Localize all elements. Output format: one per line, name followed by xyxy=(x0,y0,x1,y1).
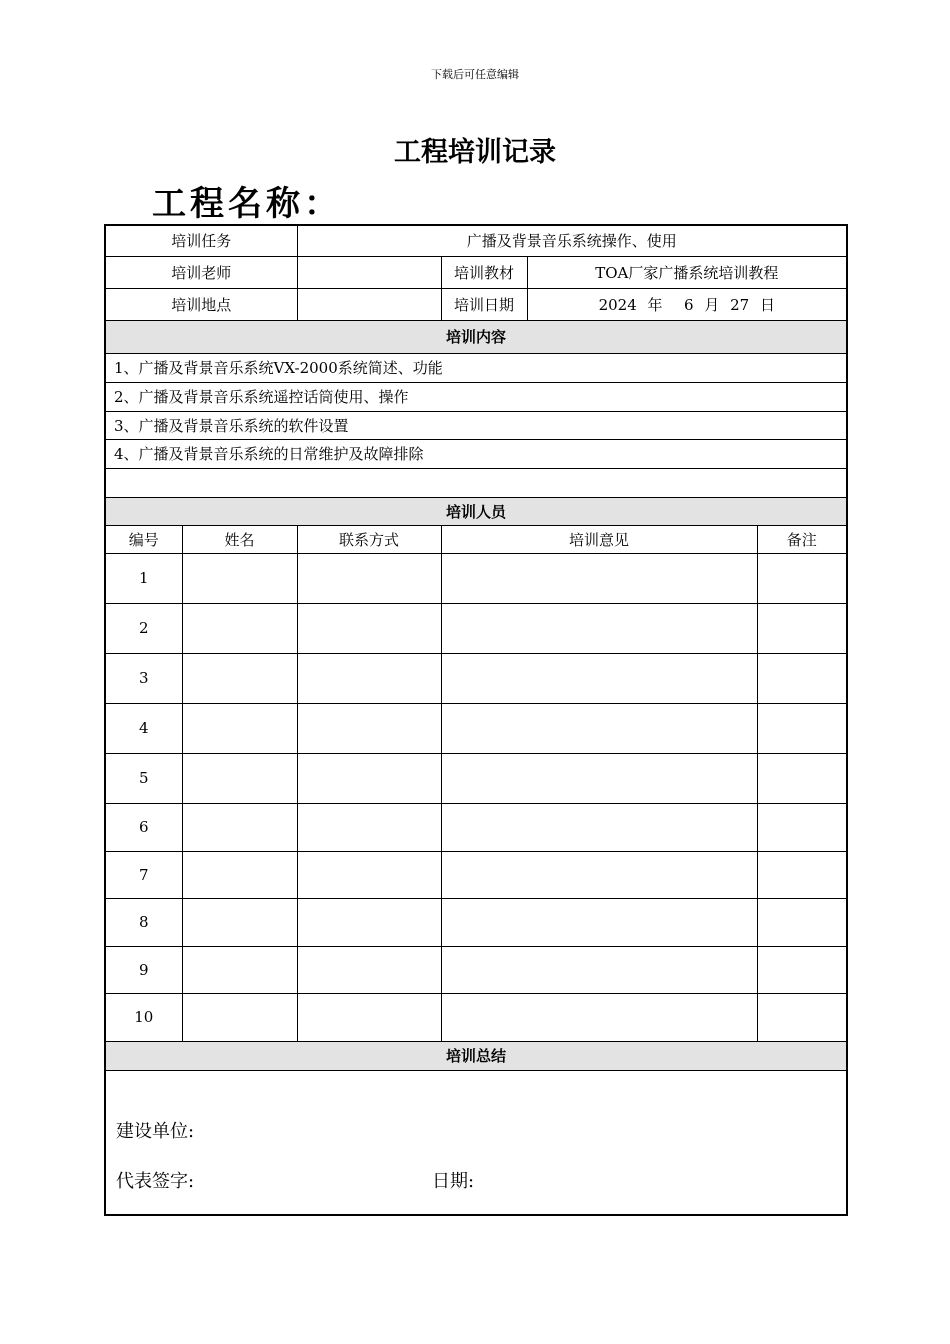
content-section-row xyxy=(105,320,847,353)
remarks-cell xyxy=(757,603,847,653)
task-value: 广播及背景音乐系统操作、使用 xyxy=(297,225,847,256)
remarks-cell xyxy=(757,946,847,993)
row-number: 2 xyxy=(105,603,182,653)
contact-cell xyxy=(297,898,441,946)
table-row xyxy=(105,603,847,653)
summary-section-row xyxy=(105,1041,847,1070)
summary-body-row xyxy=(105,1070,847,1215)
row-number: 10 xyxy=(105,993,182,1041)
content-section-title: 培训内容 xyxy=(105,320,847,353)
feedback-cell xyxy=(441,603,757,653)
contact-cell xyxy=(297,653,441,703)
row-number: 7 xyxy=(105,851,182,898)
name-cell xyxy=(182,753,297,803)
contact-cell xyxy=(297,753,441,803)
row-number: 4 xyxy=(105,703,182,753)
name-cell xyxy=(182,803,297,851)
content-item: 1、广播及背景音乐系统VX-2000系统简述、功能 xyxy=(105,353,847,382)
project-name-label: 工程名称： xyxy=(152,184,342,224)
contact-cell xyxy=(297,851,441,898)
summary-body xyxy=(105,1070,847,1215)
summary-section-title: 培训总结 xyxy=(105,1041,847,1070)
location-label: 培训地点 xyxy=(105,288,297,320)
table-row xyxy=(105,553,847,603)
column-header-number: 编号 xyxy=(105,525,182,553)
page-title: 工程培训记录 xyxy=(394,137,556,168)
remarks-cell xyxy=(757,753,847,803)
name-cell xyxy=(182,653,297,703)
column-header-feedback: 培训意见 xyxy=(441,525,757,553)
construction-unit-label: 建设单位: xyxy=(116,1120,195,1142)
personnel-section-title: 培训人员 xyxy=(105,497,847,525)
name-cell xyxy=(182,553,297,603)
material-value: TOA厂家广播系统培训教程 xyxy=(527,256,847,288)
contact-cell xyxy=(297,603,441,653)
row-number: 5 xyxy=(105,753,182,803)
training-record-table xyxy=(104,224,848,1216)
content-item: 4、广播及背景音乐系统的日常维护及故障排除 xyxy=(105,439,847,468)
row-number: 8 xyxy=(105,898,182,946)
teacher-row xyxy=(105,256,847,288)
table-row xyxy=(105,946,847,993)
task-row xyxy=(105,225,847,256)
name-cell xyxy=(182,993,297,1041)
name-cell xyxy=(182,946,297,993)
remarks-cell xyxy=(757,553,847,603)
feedback-cell xyxy=(441,851,757,898)
remarks-cell xyxy=(757,653,847,703)
personnel-header-row xyxy=(105,525,847,553)
feedback-cell xyxy=(441,703,757,753)
row-number: 6 xyxy=(105,803,182,851)
column-header-name: 姓名 xyxy=(182,525,297,553)
table-row xyxy=(105,703,847,753)
name-cell xyxy=(182,898,297,946)
table-row xyxy=(105,851,847,898)
remarks-cell xyxy=(757,703,847,753)
location-row xyxy=(105,288,847,320)
column-header-contact: 联系方式 xyxy=(297,525,441,553)
location-value xyxy=(297,288,441,320)
row-number: 1 xyxy=(105,553,182,603)
feedback-cell xyxy=(441,946,757,993)
feedback-cell xyxy=(441,993,757,1041)
table-row xyxy=(105,993,847,1041)
table-row xyxy=(105,898,847,946)
material-label: 培训教材 xyxy=(441,256,527,288)
table-row xyxy=(105,753,847,803)
name-cell xyxy=(182,851,297,898)
content-item: 2、广播及背景音乐系统遥控话筒使用、操作 xyxy=(105,382,847,411)
teacher-value xyxy=(297,256,441,288)
representative-signature-label: 代表签字: xyxy=(116,1170,195,1192)
feedback-cell xyxy=(441,753,757,803)
remarks-cell xyxy=(757,803,847,851)
content-item: 3、广播及背景音乐系统的软件设置 xyxy=(105,411,847,439)
feedback-cell xyxy=(441,803,757,851)
row-number: 3 xyxy=(105,653,182,703)
task-label: 培训任务 xyxy=(105,225,297,256)
personnel-section-row xyxy=(105,497,847,525)
remarks-cell xyxy=(757,851,847,898)
date-value: 2024 年 6 月 27 日 xyxy=(527,288,847,320)
content-item-row xyxy=(105,411,847,439)
page-header-note: 下载后可任意编辑 xyxy=(431,68,519,81)
table-row xyxy=(105,803,847,851)
contact-cell xyxy=(297,946,441,993)
name-cell xyxy=(182,603,297,653)
name-cell xyxy=(182,703,297,753)
content-item-row xyxy=(105,468,847,497)
remarks-cell xyxy=(757,993,847,1041)
content-item-row xyxy=(105,353,847,382)
content-item xyxy=(105,468,847,497)
row-number: 9 xyxy=(105,946,182,993)
contact-cell xyxy=(297,703,441,753)
content-item-row xyxy=(105,439,847,468)
feedback-cell xyxy=(441,653,757,703)
table-row xyxy=(105,653,847,703)
contact-cell xyxy=(297,553,441,603)
date-label: 培训日期 xyxy=(441,288,527,320)
content-item-row xyxy=(105,382,847,411)
feedback-cell xyxy=(441,553,757,603)
summary-date-label: 日期: xyxy=(432,1170,475,1192)
teacher-label: 培训老师 xyxy=(105,256,297,288)
column-header-remarks: 备注 xyxy=(757,525,847,553)
remarks-cell xyxy=(757,898,847,946)
contact-cell xyxy=(297,993,441,1041)
feedback-cell xyxy=(441,898,757,946)
contact-cell xyxy=(297,803,441,851)
